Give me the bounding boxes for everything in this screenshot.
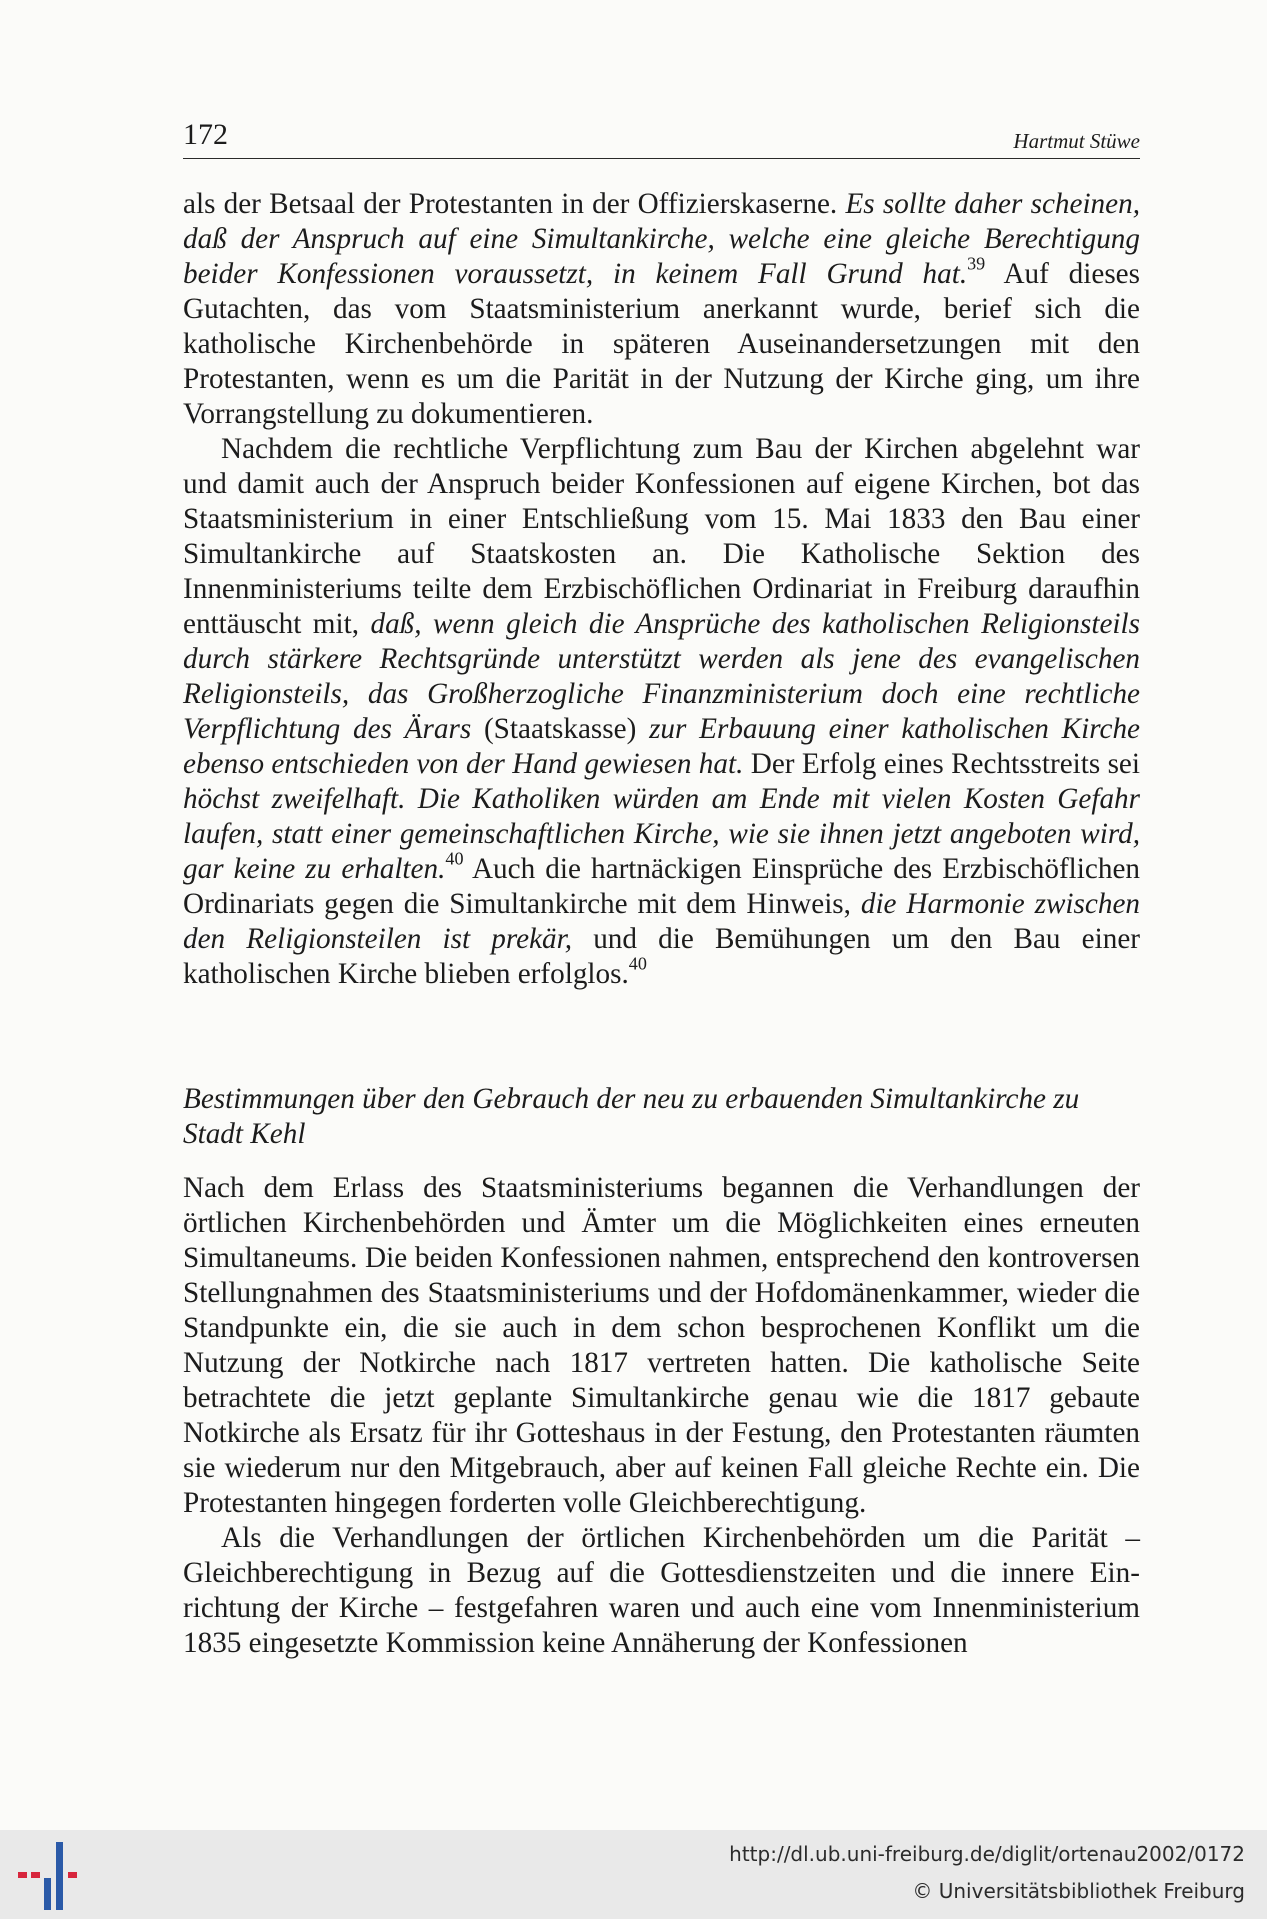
paragraph — [183, 432, 1140, 992]
footnote-reference: 40 — [445, 848, 464, 869]
footnote-reference: 40 — [628, 953, 647, 974]
footnote-reference: 39 — [967, 253, 986, 274]
text-run: Nach dem Erlass des Staatsministeriums begannen die Verhandlungen der örtlichen Kirchenbehörden und Ämter um die Möglichkeiten eines erneuten Simultaneums. Die beiden Konfessionen nahmen, entsprechend den kontroversen Stellungnahmen des Staatsministeriums und der Hofdomänenkammer, wieder die Standpunkte ein, die sie auch in dem schon besprochenen Konflikt um die Nutzung der Notkirche nach 1817 vertreten hatten. Die katholische Seite betrachtete die jetzt geplante Simultankirche genau wie die 1817 gebaute Notkirche als Ersatz für ihr Gotteshaus in der Festung, den Protestanten räumten sie wiederum nur den Mitgebrauch, aber auf keinen Fall gleiche Rechte ein. Die Protestanten hingegen forderten volle Gleichberechtigung. — [183, 1172, 1140, 1519]
italic-quote: zur Erbauung einer katholischen Kirche ebenso entschieden von der Hand gewiesen hat. — [183, 713, 1140, 780]
text-run: und die Bemühungen um den Bau einer katholischen Kirche blieben erfolglos. — [183, 923, 1141, 990]
text-run: Nachdem die rechtliche Verpflichtung zum Bau der Kirchen abgelehnt war und damit auch der Anspruch beider Konfessionen auf eigene Kirchen, bot das Staatsministerium in einer Entschließung vom 15. Mai 1833 den Bau einer Simultankirche auf Staatskosten an. Die Katholische Sektion des Innenministeriums teilte dem Erzbischöflichen Ordinariat in Freiburg daraufhin enttäuscht mit, — [183, 433, 1140, 640]
italic-quote: Es sollte daher scheinen, daß der Anspruch auf eine Simultankirche, welche eine gleiche Berechtigung beider Konfessionen voraussetzt, in keinem Fall Grund hat. — [183, 188, 1140, 290]
running-header-author: Hartmut Stüwe — [1013, 129, 1140, 153]
body-text-before-heading — [183, 187, 1140, 992]
text-run: (Staatskasse) — [471, 713, 650, 745]
text-run: Auf dieses Gutachten, das vom Staatsministerium anerkannt wurde, berief sich die katholische Kirchenbehörde in späteren Auseinandersetzungen mit den Protestanten, wenn es um die Parität in der Nutzung der Kirche ging, um ihre Vorrangstellung zu dokumentieren. — [183, 258, 1140, 430]
italic-quote: höchst zweifelhaft. Die Katholiken würden am Ende mit vielen Kosten Gefahr laufen, statt einer gemeinschaftlichen Kirche, wie sie ihnen jetzt angeboten wird, gar keine zu erhalten. — [183, 783, 1140, 885]
paragraph — [183, 1521, 1140, 1661]
footer-url-link[interactable]: http://dl.ub.uni-freiburg.de/diglit/ortenau2002/0172 — [729, 1842, 1245, 1866]
paragraph — [183, 187, 1140, 432]
body-text-after-heading — [183, 1171, 1140, 1661]
text-run: als der Betsaal der Protestanten in der Offizierskaserne. — [183, 188, 846, 220]
italic-quote: daß, wenn gleich die Ansprüche des katholischen Religionsteils durch stärkere Rechtsgründe unterstützt werden als jene des evangelischen Religionsteils, das Großherzogliche Finanzministerium doch eine rechtliche Verpflichtung des Ärars — [183, 608, 1140, 745]
page-number: 172 — [183, 118, 228, 151]
text-run: Als die Verhandlungen der örtlichen Kirchenbehörden um die Parität – Gleichberechtigung in Bezug auf die Gottesdienstzeiten und die innere Einrichtung der Kirche – festgefahren waren und auch eine vom Innenministerium 1835 eingesetzte Kommission keine Annäherung der Konfessionen — [183, 1522, 1140, 1659]
paragraph — [183, 1171, 1140, 1521]
footer-copyright: © Universitätsbibliothek Freiburg — [912, 1879, 1245, 1903]
text-run: Der Erfolg eines Rechtsstreits sei — [743, 748, 1140, 780]
header-rule — [183, 158, 1140, 159]
text-run: Auch die hartnäckigen Einsprüche des Erzbischöflichen Ordinariats gegen die Simultankirche mit dem Hinweis, — [183, 853, 1140, 920]
section-heading: Bestimmungen über den Gebrauch der neu zu erbauenden Simultankirche zu Stadt Kehl — [183, 1083, 1080, 1150]
ub-freiburg-logo-icon — [18, 1838, 82, 1912]
italic-quote: die Harmonie zwischen den Religionsteilen ist prekär, — [183, 888, 1140, 955]
